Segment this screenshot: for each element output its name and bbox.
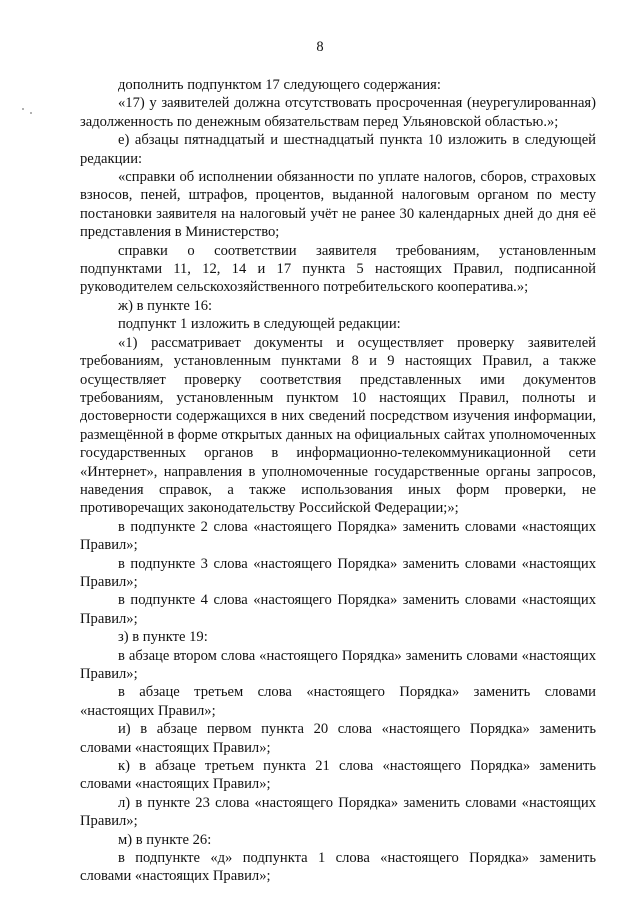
scan-speck <box>30 112 32 114</box>
paragraph: в абзаце третьем слова «настоящего Порядка» заменить словами «настоящих Правил»; <box>80 684 596 719</box>
paragraph: в подпункте 4 слова «настоящего Порядка» заменить словами «настоящих Правил»; <box>80 592 596 627</box>
paragraph: л) в пункте 23 слова «настоящего Порядка» заменить словами «настоящих Правил»; <box>80 794 596 830</box>
paragraph: в подпункте «д» подпункта 1 слова «настоящего Порядка» заменить словами «настоящих Правил»; <box>80 850 596 885</box>
scan-speck <box>22 108 24 110</box>
paragraph: в подпункте 3 слова «настоящего Порядка» заменить словами «настоящих Правил»; <box>80 555 596 590</box>
paragraph: к) в абзаце третьем пункта 21 слова «настоящего Порядка» заменить словами «настоящих Правил»; <box>80 758 596 793</box>
paragraph: справки о соответствии заявителя требованиям, установленным подпунктами 11, 12, 14 и 17 пункта 5 настоящих Правил, подписанной руководителем сельскохозяйственного потребительского кооператива.»; <box>80 242 596 296</box>
paragraph: в абзаце втором слова «настоящего Порядка» заменить словами «настоящих Правил»; <box>80 647 596 682</box>
page-number: 8 <box>316 39 324 55</box>
document-body <box>80 76 596 886</box>
paragraph: подпункт 1 изложить в следующей редакции: <box>118 316 401 333</box>
paragraph: «справки об исполнении обязанности по уплате налогов, сборов, страховых взносов, пеней, штрафов, процентов, выданной налоговым органом по месту постановки заявителя на налоговый учёт не ранее 30 календарных дней до дня её представления в Министерство; <box>80 169 596 241</box>
paragraph: и) в абзаце первом пункта 20 слова «настоящего Порядка» заменить словами «настоящих Правил»; <box>80 721 596 756</box>
paragraph: в подпункте 2 слова «настоящего Порядка» заменить словами «настоящих Правил»; <box>80 518 596 554</box>
paragraph: «17) у заявителей должна отсутствовать просроченная (неурегулированная) задолженность по денежным обязательствам перед Ульяновской областью.»; <box>80 95 596 130</box>
paragraph: дополнить подпунктом 17 следующего содержания: <box>118 77 441 93</box>
paragraph: з) в пункте 19: <box>118 629 208 646</box>
paragraph: е) абзацы пятнадцатый и шестнадцатый пункта 10 изложить в следующей редакции: <box>80 132 596 167</box>
paragraph: ж) в пункте 16: <box>118 297 213 314</box>
paragraph: «1) рассматривает документы и осуществляет проверку заявителей требованиям, установленным пунктами 8 и 9 настоящих Правил, а также осуществляет проверку соответствия представленных ими документов требованиям, установленным пунктом 10 настоящих Правил, полноты и достоверности содержащихся в них сведений посредством изучения информации, размещённой в форме открытых данных на официальных сайтах уполномоченных государственных органов в информационно-телекоммуникационной сети «Интернет», направления в уполномоченные государственные органы запросов, наведения справок, а также использования иных форм проверки, не противоречащих законодательству Российской Федерации;»; <box>80 334 596 517</box>
paragraph: м) в пункте 26: <box>118 831 212 848</box>
